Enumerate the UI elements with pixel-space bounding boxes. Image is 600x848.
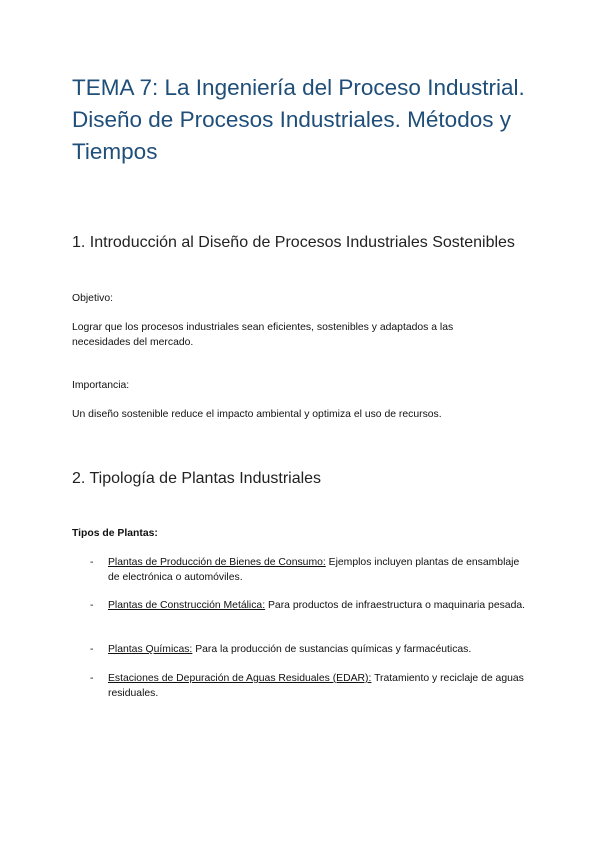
- importance-text: Un diseño sostenible reduce el impacto ambiental y optimiza el uso de recursos.: [72, 409, 442, 420]
- objective-label: Objetivo:: [72, 293, 114, 304]
- section2-heading: 2. Tipología de Plantas Industriales: [72, 470, 322, 487]
- list-item-text: [108, 642, 528, 657]
- list-bullet: -: [90, 644, 94, 655]
- list-item-term: Plantas de Producción de Bienes de Consumo:: [108, 557, 326, 568]
- objective-text: Lograr que los procesos industriales sean eficientes, sostenibles y adaptados a las necesidades del mercado.: [72, 322, 454, 348]
- list-bullet: -: [90, 557, 94, 568]
- list-item-term: Plantas Químicas:: [108, 644, 193, 655]
- types-label: Tipos de Plantas:: [72, 528, 158, 539]
- list-item-desc: Ejemplos incluyen plantas de ensamblaje de electrónica o automóviles.: [108, 557, 520, 583]
- list-item-term: Estaciones de Depuración de Aguas Residuales (EDAR):: [108, 673, 372, 684]
- page-title: TEMA 7: La Ingeniería del Proceso Industrial. Diseño de Procesos Industriales. Métodos y Tiempos: [72, 75, 525, 164]
- list-bullet: -: [90, 673, 94, 684]
- section1-heading: 1. Introducción al Diseño de Procesos Industriales Sostenibles: [72, 234, 515, 251]
- importance-label: Importancia:: [72, 380, 130, 391]
- list-item-text: [108, 555, 528, 585]
- list-item-desc: Para productos de infraestructura o maquinaria pesada.: [265, 600, 526, 611]
- list-item-text: [108, 598, 528, 613]
- list-item-desc: Para la producción de sustancias químicas y farmacéuticas.: [192, 644, 472, 655]
- list-bullet: -: [90, 600, 94, 611]
- list-item-term: Plantas de Construcción Metálica:: [108, 600, 266, 611]
- list-item-desc: Tratamiento y reciclaje de aguas residuales.: [108, 673, 524, 699]
- list-item-text: [108, 671, 528, 701]
